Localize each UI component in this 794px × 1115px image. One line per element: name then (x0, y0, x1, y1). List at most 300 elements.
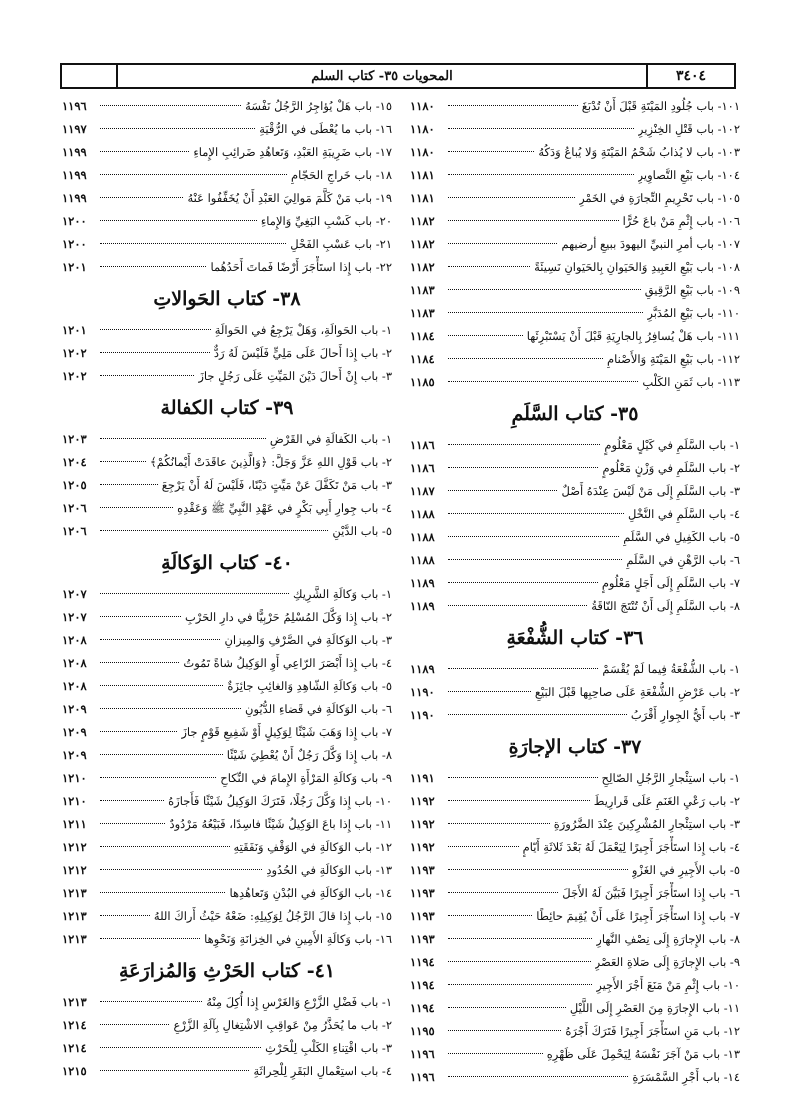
toc-entry-title: ١٥- باب إِذا قالَ الرَّجُلُ لِوَكِيلِهِ: ضَعْهُ حَيْثُ أَراكَ اللهُ (153, 909, 392, 923)
toc-entry (410, 279, 740, 302)
toc-entry (410, 595, 740, 618)
toc-entry-title: ١٤- باب الوَكالَةِ في البُدْنِ وَتَعاهُدِها (229, 886, 392, 900)
section-title: ٣٩- كتاب الكفالة (160, 397, 294, 419)
toc-entry (62, 428, 392, 451)
toc-entry-page: ١٢٠٠ (62, 214, 87, 228)
toc-entry-title: ١٩- باب مَنْ كَلَّمَ مَوالِيَ العَبْدِ أَنْ يُخَفِّفُوا عَنْهُ (187, 191, 392, 205)
dot-leader (100, 639, 220, 640)
toc-entry (410, 233, 740, 256)
toc-entry-title: ١- باب السَّلَمِ في كَيْلٍ مَعْلُومٍ (604, 438, 740, 452)
toc-entry-title: ٧- باب إِذا استَأْجَرَ أَجِيرًا عَلَى أَنْ يُقِيمَ حائِطًا (536, 909, 740, 923)
toc-entry-page: ١٢١١ (62, 817, 87, 831)
toc-entry-title: ١٤- باب أَجْرِ السَّمْسَرَةِ (632, 1070, 740, 1084)
toc-entry-title: ١٠٣- باب لا يُذابُ شَحْمُ المَيْتَةِ وَلا يُباعُ وَدَكُهُ (538, 145, 740, 159)
section-title: ٤٠- كتاب الوَكالَةِ (161, 552, 293, 574)
toc-entry-page: ١١٨١ (410, 168, 435, 182)
toc-entry-title: ٩- باب وَكالَةِ المَرْأَةِ الإِمامَ في النِّكاحِ (220, 771, 392, 785)
dot-leader (100, 1001, 202, 1002)
toc-entry-page: ١١٨٠ (410, 145, 435, 159)
toc-entry-title: ١٢- باب الوَكالَةِ في الوَقْفِ وَنَفَقَتِهِ (233, 840, 392, 854)
toc-entry-page: ١١٩٣ (410, 909, 435, 923)
toc-entry-title: ١٣- باب الوَكالَةِ في الحُدُودِ (266, 863, 392, 877)
toc-entry-title: ١١٢- باب بَيْعِ المَيْتَةِ وَالأَصْنامِ (607, 352, 740, 366)
toc-entry-page: ١٢٠١ (62, 260, 87, 274)
toc-entry-page: ١١٩٤ (410, 1001, 435, 1015)
dot-leader (100, 1024, 169, 1025)
toc-entry-title: ٢٠- باب كَسْبِ البَغِيِّ وَالإِماءِ (260, 214, 392, 228)
toc-entry-title: ٢- باب السَّلَمِ في وَزْنٍ مَعْلُومٍ (602, 461, 740, 475)
toc-entry (410, 371, 740, 394)
toc-entry-page: ١٢٠٧ (62, 610, 87, 624)
toc-entry (410, 882, 740, 905)
toc-entry (410, 480, 740, 503)
toc-entry-page: ١١٩٤ (410, 955, 435, 969)
toc-entry-page: ١١٨٠ (410, 122, 435, 136)
toc-entry (62, 698, 392, 721)
toc-entry (62, 1037, 392, 1060)
toc-entry-title: ٦- باب الوَكالَةِ في قَضاءِ الدُّيُونِ (245, 702, 392, 716)
toc-entry-page: ١١٨٢ (410, 237, 435, 251)
toc-entry-page: ١٢٠٥ (62, 478, 87, 492)
toc-entry (62, 1014, 392, 1037)
toc-entry-page: ١١٨٤ (410, 352, 435, 366)
toc-entry-page: ١١٨٠ (410, 99, 435, 113)
toc-entry-title: ٤- باب جِوارِ أَبِي بَكْرٍ في عَهْدِ النَّبِيِّ ﷺ وَعَقْدِهِ (177, 501, 392, 515)
toc-entry-title: ١٧- باب ضَرِيبَةِ العَبْدِ، وَتَعاهُدِ ضَرائِبِ الإِماءِ (193, 145, 392, 159)
dot-leader (100, 151, 189, 152)
dot-leader (448, 335, 523, 336)
toc-entry (62, 1060, 392, 1083)
toc-entry-page: ١١٨٢ (410, 214, 435, 228)
toc-entry-title: ٢- باب إِذا وَكَّلَ المُسْلِمُ حَرْبِيًّا في دارِ الحَرْبِ (184, 610, 392, 624)
toc-entry (410, 118, 740, 141)
dot-leader (448, 938, 592, 939)
dot-leader (100, 174, 287, 175)
toc-entry-page: ١٢٠٨ (62, 633, 87, 647)
toc-entry-title: ١٢- باب مَنِ استَأْجَرَ أَجِيرًا فَتَرَكَ أَجْرَهُ (565, 1024, 740, 1038)
toc-entry-page: ١١٨١ (410, 191, 435, 205)
toc-entry-page: ١١٨٦ (410, 438, 435, 452)
toc-entry-page: ١١٩٩ (62, 145, 87, 159)
toc-entry (410, 859, 740, 882)
toc-entry-page: ١٢٠١ (62, 323, 87, 337)
toc-entry-page: ١٢١٣ (62, 932, 87, 946)
header-blank-cell (62, 65, 118, 87)
toc-entry-page: ١٢١٤ (62, 1041, 87, 1055)
toc-entry-title: ٥- باب الكَفِيلِ في السَّلَمِ (623, 530, 740, 544)
toc-entry-title: ١- باب الكَفالَةِ في القَرْضِ (269, 432, 392, 446)
toc-entry-page: ١١٨٨ (410, 507, 435, 521)
dot-leader (448, 1053, 543, 1054)
dot-leader (448, 800, 590, 801)
dot-leader (448, 490, 557, 491)
toc-entry-page: ١٢١٤ (62, 1018, 87, 1032)
dot-leader (100, 507, 173, 508)
dot-leader (448, 869, 628, 870)
dot-leader (448, 1007, 566, 1008)
toc-entry-title: ١٠٨- باب بَيْعِ العَبِيدِ وَالحَيَوانِ بِالحَيَوانِ نَسِيئَةً (534, 260, 740, 274)
dot-leader (448, 243, 557, 244)
toc-entry (62, 520, 392, 543)
toc-entry (410, 928, 740, 951)
toc-entry-page: ١١٨٣ (410, 283, 435, 297)
toc-group (62, 428, 392, 543)
toc-entry-page: ١١٩٦ (62, 99, 87, 113)
toc-entry-title: ٤- باب إِذا استَأْجَرَ أَجِيرًا لِيَعْمَلَ لَهُ بَعْدَ ثَلاثَةِ أَيّامٍ (522, 840, 740, 854)
toc-entry-title: ٣- باب اقْتِناءِ الكَلْبِ لِلْحَرْثِ (265, 1041, 392, 1055)
dot-leader (100, 731, 177, 732)
dot-leader (100, 105, 241, 106)
toc-entry-page: ١٢١٣ (62, 909, 87, 923)
toc-entry (410, 325, 740, 348)
dot-leader (448, 174, 634, 175)
toc-entry-page: ١١٩٣ (410, 863, 435, 877)
toc-entry-title: ٨- باب الإِجارَةِ إِلَى نِصْفِ النَّهارِ (596, 932, 740, 946)
toc-entry-page: ١٢١٠ (62, 794, 87, 808)
toc-entry-title: ٣- باب أَيُّ الجِوارِ أَقْرَبُ (630, 708, 740, 722)
toc-entry-title: ٤- باب السَّلَمِ في النَّخْلِ (627, 507, 740, 521)
toc-entry (62, 629, 392, 652)
toc-entry (62, 652, 392, 675)
toc-entry-title: ١٠٩- باب بَيْعِ الرَّقِيقِ (644, 283, 740, 297)
toc-entry-page: ١١٩٢ (410, 817, 435, 831)
toc-group (62, 95, 392, 279)
section-title: ٣٦- كتاب الشُّفْعَةِ (506, 627, 644, 649)
dot-leader (448, 961, 591, 962)
dot-leader (448, 128, 634, 129)
dot-leader (448, 381, 638, 382)
toc-entry-title: ٥- باب وَكالَةِ الشّاهِدِ وَالغائِبِ جائِزَةٌ (227, 679, 392, 693)
toc-entry (410, 813, 740, 836)
dot-leader (448, 444, 600, 445)
toc-entry-title: ١٠- باب إِثْمِ مَنْ مَنَعَ أَجْرَ الأَجِيرِ (596, 978, 740, 992)
toc-entry (410, 549, 740, 572)
toc-entry-title: ١٣- باب مَنْ آجَرَ نَفْسَهُ لِيَحْمِلَ عَلَى ظَهْرِهِ (546, 1047, 740, 1061)
toc-entry (62, 606, 392, 629)
toc-group (62, 991, 392, 1083)
toc-entry-page: ١٢١٥ (62, 1064, 87, 1078)
toc-entry (62, 256, 392, 279)
toc-entry-title: ١١٣- باب ثَمَنِ الكَلْبِ (642, 375, 740, 389)
toc-entry-title: ٣- باب إِنْ أَحالَ دَيْنَ المَيِّتِ عَلَى رَجُلٍ جازَ (198, 369, 392, 383)
toc-entry-page: ١٢٠٩ (62, 725, 87, 739)
dot-leader (448, 289, 641, 290)
dot-leader (448, 691, 531, 692)
toc-entry (62, 95, 392, 118)
toc-entry-title: ١٥- باب هَلْ يُؤاجِرُ الرَّجُلُ نَفْسَهُ (245, 99, 392, 113)
toc-entry (410, 905, 740, 928)
dot-leader (100, 616, 181, 617)
toc-entry (410, 836, 740, 859)
dot-leader (448, 1076, 628, 1077)
toc-right-column (410, 95, 740, 1089)
toc-entry-page: ١٢١٣ (62, 995, 87, 1009)
toc-entry (62, 164, 392, 187)
toc-entry-title: ٢- باب إِذا أَحالَ عَلَى مَلِيٍّ فَلَيْسَ لَهُ رَدٌّ (213, 346, 392, 360)
toc-entry-title: ٧- باب إِذا وَهَبَ شَيْئًا لِوَكِيلٍ أَوْ شَفِيعِ قَوْمٍ جازَ (181, 725, 392, 739)
toc-entry-title: ١٠- باب إِذا وَكَّلَ رَجُلًا، فَتَرَكَ الوَكِيلُ شَيْئًا فَأَجازَهُ (168, 794, 392, 808)
dot-leader (448, 358, 603, 359)
dot-leader (448, 467, 598, 468)
dot-leader (100, 1070, 249, 1071)
dot-leader (100, 461, 146, 462)
toc-entry-title: ١١- باب الإِجارَةِ مِنَ العَصْرِ إِلَى اللَّيْلِ (569, 1001, 740, 1015)
toc-entry-title: ١٦- باب وَكالَةِ الأَمِينِ في الخِزانَةِ وَنَحْوِها (204, 932, 392, 946)
toc-entry (410, 951, 740, 974)
toc-entry-page: ١١٩٣ (410, 886, 435, 900)
toc-entry (410, 790, 740, 813)
toc-entry-page: ١١٩٢ (410, 794, 435, 808)
toc-entry-title: ٣- باب السَّلَمِ إِلَى مَنْ لَيْسَ عِنْدَهُ أَصْلٌ (561, 484, 740, 498)
toc-group (62, 319, 392, 388)
dot-leader (448, 668, 598, 669)
toc-entry-title: ٢- باب ما يُحَذَّرُ مِنْ عَواقِبِ الاشْتِغالِ بِآلَةِ الزَّرْعِ (173, 1018, 392, 1032)
toc-entry-title: ٢٢- باب إِذا استَأْجَرَ أَرْضًا فَماتَ أَحَدُهُما (210, 260, 392, 274)
dot-leader (100, 892, 225, 893)
toc-entry (410, 681, 740, 704)
toc-entry-page: ١٢٠٩ (62, 702, 87, 716)
toc-entry (62, 882, 392, 905)
toc-entry (410, 572, 740, 595)
toc-entry-page: ١١٩٩ (62, 168, 87, 182)
toc-entry-page: ١٢٠٢ (62, 346, 87, 360)
toc-entry (62, 928, 392, 951)
dot-leader (100, 777, 216, 778)
toc-entry-page: ١١٨٩ (410, 599, 435, 613)
dot-leader (100, 938, 200, 939)
toc-entry (62, 451, 392, 474)
toc-entry-page: ١١٩٦ (410, 1070, 435, 1084)
toc-entry (62, 210, 392, 233)
toc-entry-page: ١٢٠٧ (62, 587, 87, 601)
toc-entry-page: ١٢٠٨ (62, 679, 87, 693)
toc-entry-title: ٨- باب السَّلَمِ إِلَى أَنْ تُنْتَجَ النّاقَةُ (591, 599, 740, 613)
dot-leader (448, 582, 598, 583)
toc-entry (62, 859, 392, 882)
toc-entry-page: ١١٩١ (410, 771, 435, 785)
toc-entry-title: ٥- باب الدَّيْنِ (332, 524, 392, 538)
toc-entry-title: ١- باب فَضْلِ الزَّرْعِ وَالغَرْسِ إِذا أُكِلَ مِنْهُ (206, 995, 392, 1009)
toc-entry-page: ١١٩٧ (62, 122, 87, 136)
toc-entry-title: ٣- باب الوَكالَةِ في الصَّرْفِ وَالمِيزانِ (224, 633, 392, 647)
toc-entry (62, 474, 392, 497)
toc-entry (410, 974, 740, 997)
toc-entry (410, 210, 740, 233)
dot-leader (448, 823, 550, 824)
dot-leader (100, 220, 257, 221)
toc-entry (410, 141, 740, 164)
toc-entry-page: ١١٩٤ (410, 978, 435, 992)
dot-leader (100, 197, 183, 198)
toc-entry (62, 583, 392, 606)
toc-entry (62, 675, 392, 698)
toc-entry-title: ٨- باب إِذا وَكَّلَ رَجُلٌ أَنْ يُعْطِيَ شَيْئًا (226, 748, 392, 762)
toc-group (62, 583, 392, 951)
toc-entry-page: ١١٨٣ (410, 306, 435, 320)
toc-entry (410, 704, 740, 727)
dot-leader (100, 800, 164, 801)
section-title: ٣٨- كتاب الحَوالاتِ (153, 288, 301, 310)
header-title: المحويات ٣٥- كتاب السلم (311, 68, 453, 84)
toc-entry (410, 658, 740, 681)
toc-entry-page: ١١٨٤ (410, 329, 435, 343)
dot-leader (448, 915, 532, 916)
dot-leader (448, 846, 519, 847)
toc-entry (410, 187, 740, 210)
toc-entry-page: ١١٨٥ (410, 375, 435, 389)
dot-leader (448, 220, 619, 221)
toc-group (410, 658, 740, 727)
toc-entry-title: ٣- باب استِئْجارِ المُشْرِكِينَ عِنْدَ الضَّرُورَةِ (553, 817, 740, 831)
toc-entry (62, 836, 392, 859)
toc-entry (410, 526, 740, 549)
toc-entry-page: ١٢١٢ (62, 840, 87, 854)
toc-entry-page: ١١٩٩ (62, 191, 87, 205)
toc-entry (410, 95, 740, 118)
toc-entry-title: ١١١- باب هَلْ يُسافِرُ بِالجارِيَةِ قَبْلَ أَنْ يَسْتَبْرِئَها (526, 329, 740, 343)
toc-entry-page: ١٢٠٨ (62, 656, 87, 670)
toc-entry (62, 813, 392, 836)
dot-leader (100, 754, 223, 755)
toc-entry (410, 997, 740, 1020)
toc-entry (410, 767, 740, 790)
toc-entry-title: ١٠١- باب جُلُودِ المَيْتَةِ قَبْلَ أَنْ تُدْبَغَ (581, 99, 740, 113)
dot-leader (448, 892, 558, 893)
toc-entry (410, 434, 740, 457)
toc-entry (410, 256, 740, 279)
dot-leader (448, 984, 592, 985)
toc-entry-page: ١١٩٣ (410, 932, 435, 946)
toc-entry (62, 187, 392, 210)
section-title: ٤١- كتاب الحَرْثِ وَالمُزارَعَةِ (119, 960, 335, 982)
toc-entry (410, 302, 740, 325)
dot-leader (448, 312, 643, 313)
toc-entry (62, 319, 392, 342)
dot-leader (100, 128, 255, 129)
toc-entry (410, 457, 740, 480)
dot-leader (100, 685, 223, 686)
dot-leader (100, 823, 165, 824)
toc-entry-page: ١١٨٨ (410, 530, 435, 544)
header-page-number: ٣٤٠٤ (646, 65, 734, 87)
toc-entry-page: ١١٩٠ (410, 685, 435, 699)
toc-entry (62, 233, 392, 256)
toc-group (410, 434, 740, 618)
toc-entry (62, 118, 392, 141)
toc-entry (62, 905, 392, 928)
page-header (60, 63, 736, 89)
dot-leader (448, 105, 578, 106)
dot-leader (100, 352, 210, 353)
toc-entry-title: ٤- باب إِذا أَبْصَرَ الرّاعِي أَوِ الوَكِيلُ شاةً تَمُوتُ (183, 656, 392, 670)
toc-entry-title: ١٨- باب خَراجِ الحَجّامِ (291, 168, 392, 182)
toc-entry-page: ١٢١٠ (62, 771, 87, 785)
toc-entry-page: ١٢٠٣ (62, 432, 87, 446)
dot-leader (448, 197, 575, 198)
dot-leader (100, 593, 289, 594)
dot-leader (448, 559, 622, 560)
toc-entry-page: ١١٨٩ (410, 662, 435, 676)
dot-leader (100, 243, 286, 244)
toc-entry-title: ١- باب الحَوالَةِ، وَهَلْ يَرْجِعُ في الحَوالَةِ (214, 323, 392, 337)
toc-entry-title: ١٠٧- باب أمرِ النبيِّ اليهودَ ببيعِ أرضيهم (561, 237, 740, 251)
toc-entry (62, 497, 392, 520)
toc-entry (62, 767, 392, 790)
toc-entry-title: ١- باب الشُّفْعَةُ فِيما لَمْ يُقْسَمْ (602, 662, 740, 676)
dot-leader (100, 662, 179, 663)
toc-entry-page: ١٢٠٩ (62, 748, 87, 762)
dot-leader (448, 714, 627, 715)
dot-leader (448, 1030, 561, 1031)
toc-entry (410, 348, 740, 371)
toc-entry (62, 991, 392, 1014)
dot-leader (448, 513, 624, 514)
toc-group (410, 767, 740, 1089)
toc-entry-page: ١٢١٣ (62, 886, 87, 900)
toc-entry (62, 721, 392, 744)
section-title: ٣٥- كتاب السَّلَمِ (511, 403, 639, 425)
dot-leader (100, 530, 328, 531)
toc-entry-page: ١١٩٥ (410, 1024, 435, 1038)
toc-entry (62, 365, 392, 388)
dot-leader (100, 1047, 261, 1048)
toc-entry-title: ٥- باب الأَجِيرِ في الغَزْوِ (631, 863, 740, 877)
toc-entry-title: ٣- باب مَنْ تَكَفَّلَ عَنْ مَيِّتٍ دَيْنًا، فَلَيْسَ لَهُ أَنْ يَرْجِعَ (161, 478, 392, 492)
dot-leader (100, 915, 150, 916)
dot-leader (100, 266, 206, 267)
toc-entry-page: ١١٨٨ (410, 553, 435, 567)
toc-entry-title: ٩- باب الإِجارَةِ إِلَى صَلاةِ العَصْرِ (594, 955, 740, 969)
toc-entry-title: ١٠٥- باب تَحْرِيمِ التِّجارَةِ في الخَمْرِ (579, 191, 740, 205)
toc-entry (410, 503, 740, 526)
toc-entry-title: ٦- باب الرَّهْنِ في السَّلَمِ (626, 553, 740, 567)
dot-leader (100, 484, 158, 485)
toc-entry-page: ١٢٠٢ (62, 369, 87, 383)
toc-entry-title: ٧- باب السَّلَمِ إِلَى أَجَلٍ مَعْلُومٍ (601, 576, 740, 590)
toc-entry-title: ١- باب وَكالَةِ الشَّرِيكِ (293, 587, 392, 601)
toc-entry-page: ١١٩٠ (410, 708, 435, 722)
toc-entry-page: ١٢١٢ (62, 863, 87, 877)
toc-group (410, 95, 740, 394)
dot-leader (448, 777, 598, 778)
toc-entry-page: ١١٩٦ (410, 1047, 435, 1061)
toc-entry-page: ١٢٠٠ (62, 237, 87, 251)
toc-entry-page: ١١٨٩ (410, 576, 435, 590)
toc-entry-title: ١٠٦- باب إِثْمِ مَنْ باعَ حُرًّا (622, 214, 740, 228)
toc-entry-title: ١٠٤- باب بَيْعِ التَّصاوِيرِ (637, 168, 740, 182)
toc-entry-title: ١٠٢- باب قَتْلِ الخِنْزِيرِ (637, 122, 740, 136)
toc-entry (62, 744, 392, 767)
toc-entry-title: ٢- باب عَرْضِ الشُّفْعَةِ عَلَى صاحِبِها قَبْلَ البَيْعِ (534, 685, 740, 699)
dot-leader (448, 605, 587, 606)
dot-leader (100, 869, 262, 870)
toc-entry-title: ٦- باب إِذا استَأْجَرَ أَجِيرًا فَبَيَّنَ لَهُ الأَجَلَ (562, 886, 740, 900)
dot-leader (448, 151, 534, 152)
section-title: ٣٧- كتاب الإجارَةِ (508, 736, 642, 758)
toc-entry-title: ١١٠- باب بَيْعِ المُدَبَّرِ (647, 306, 740, 320)
toc-entry-page: ١٢٠٤ (62, 455, 87, 469)
toc-entry (410, 1020, 740, 1043)
toc-entry-page: ١١٨٦ (410, 461, 435, 475)
toc-left-column (62, 95, 392, 1083)
toc-entry (410, 1043, 740, 1066)
toc-entry-page: ١١٨٧ (410, 484, 435, 498)
dot-leader (100, 846, 230, 847)
dot-leader (100, 329, 211, 330)
dot-leader (100, 438, 266, 439)
toc-entry-title: ١٦- باب ما يُعْطَى في الرُّقْيَةِ (259, 122, 392, 136)
toc-entry-page: ١٢٠٦ (62, 501, 87, 515)
